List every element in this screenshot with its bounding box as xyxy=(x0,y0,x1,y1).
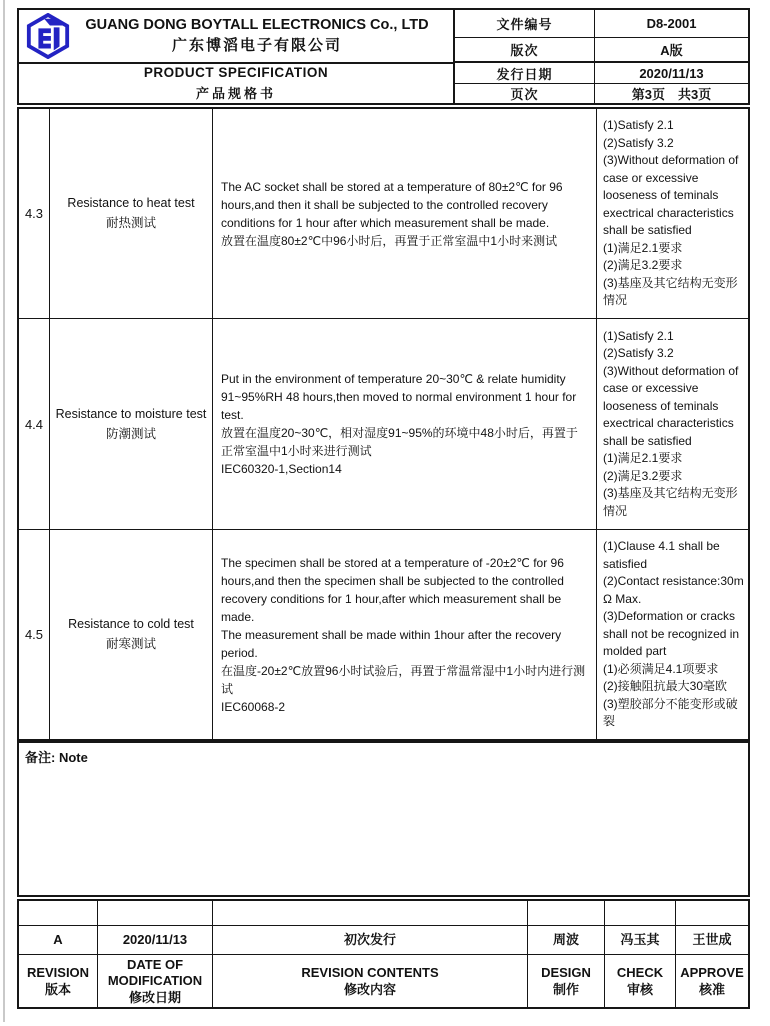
criteria-line: (2)Contact resistance:30m Ω Max. xyxy=(603,574,744,606)
test-name-en: Resistance to moisture test xyxy=(55,406,207,421)
criteria-line: (3)Deformation or cracks shall not be recognized in molded part xyxy=(603,609,740,659)
document-title-cn: 产品规格书 xyxy=(195,86,276,101)
field-label: 版次 xyxy=(455,38,595,62)
spec-table xyxy=(17,107,750,741)
description-line: The measurement shall be made within 1hour after the recovery period. xyxy=(221,627,562,660)
criteria-line: (2)满足3.2要求 xyxy=(603,258,683,273)
test-name-cn: 耐热测试 xyxy=(105,216,156,230)
description-line: IEC60320-1,Section14 xyxy=(221,462,342,476)
field-value: 2020/11/13 xyxy=(639,65,704,81)
col-header-cn: 修改内容 xyxy=(343,981,396,997)
header-field-page xyxy=(455,84,748,103)
company-names xyxy=(71,17,453,55)
revision-contents: 初次发行 xyxy=(213,926,528,955)
col-header-en: APPROVE xyxy=(680,964,744,980)
col-header-cn: 修改日期 xyxy=(128,989,181,1005)
criteria-line: (3)塑胶部分不能变形或破裂 xyxy=(603,696,738,729)
header-field-issue-date xyxy=(455,63,748,84)
col-header-en: CHECK xyxy=(616,964,664,980)
revision-empty-cell xyxy=(605,901,676,926)
revision-check: 冯玉其 xyxy=(605,926,676,955)
revision-col-header xyxy=(213,955,528,1007)
note-label: 备注: Note xyxy=(25,750,88,765)
test-name-en: Resistance to cold test xyxy=(68,617,194,631)
description-line: 放置在温度20~30℃，相对湿度91~95%的环境中48小时后，再置于正常室温中1小时来进行测试 xyxy=(221,426,578,458)
col-header-en: REVISION CONTENTS xyxy=(301,964,439,980)
revision-empty-cell xyxy=(528,901,605,926)
company-name-en: GUANG DONG BOYTALL ELECTRONICS Co., LTD xyxy=(85,17,429,33)
header-fields xyxy=(455,10,748,103)
field-label: 发行日期 xyxy=(455,63,595,83)
criteria-line: (3)Without deformation of case or excessive looseness of teminals exectrical characteristics shall be satisfied xyxy=(603,153,739,238)
col-header-en: DATE OF MODIFICATION xyxy=(107,956,203,988)
header-field-edition xyxy=(455,38,748,64)
criteria-line: (1)必须满足4.1项要求 xyxy=(603,661,719,676)
document-title-en: PRODUCT SPECIFICATION xyxy=(143,65,329,80)
field-value: D8-2001 xyxy=(646,15,697,31)
criteria-line: (1)满足2.1要求 xyxy=(603,240,683,255)
description-line: 在温度-20±2℃放置96小时试验后，再置于常温常湿中1小时内进行测试 xyxy=(221,663,586,696)
field-value: A版 xyxy=(660,42,683,58)
spec-description xyxy=(213,319,597,530)
revision-approve: 王世成 xyxy=(676,926,748,955)
criteria-line: (2)Satisfy 3.2 xyxy=(603,135,674,150)
spec-test-name xyxy=(50,109,213,319)
spec-row-number: 4.5 xyxy=(19,530,50,739)
criteria-line: (2)满足3.2要求 xyxy=(603,468,683,483)
criteria-line: (3)基座及其它结构无变形情况 xyxy=(603,486,738,518)
header-field-doc-number xyxy=(455,10,748,38)
revision-col-header xyxy=(605,955,676,1007)
spec-row-number: 4.3 xyxy=(19,109,50,319)
spec-criteria xyxy=(597,319,748,530)
criteria-line: (3)Without deformation of case or excessive looseness of teminals exectrical characteristics shall be satisfied xyxy=(603,363,739,448)
test-name-en: Resistance to heat test xyxy=(67,196,195,210)
document-title-block xyxy=(19,64,453,103)
col-header-en: DESIGN xyxy=(541,964,591,980)
revision-col-header xyxy=(19,955,98,1007)
revision-col-header xyxy=(676,955,748,1007)
revision-col-header xyxy=(98,955,213,1007)
revision-empty-cell xyxy=(213,901,528,926)
criteria-line: (1)满足2.1要求 xyxy=(603,451,683,466)
spec-row-number: 4.4 xyxy=(19,319,50,530)
criteria-line: (1)Clause 4.1 shall be satisfied xyxy=(603,539,720,571)
spec-description xyxy=(213,109,597,319)
criteria-line: (2)接触阻抗最大30毫欧 xyxy=(603,679,728,694)
spec-criteria xyxy=(597,109,748,319)
criteria-line: (3)基座及其它结构无变形情况 xyxy=(603,275,738,308)
document-header xyxy=(17,8,750,105)
test-name-cn: 防潮测试 xyxy=(105,426,156,441)
field-value: 第3页 共3页 xyxy=(631,87,712,102)
revision-empty-cell xyxy=(98,901,213,926)
revision-empty-cell xyxy=(19,901,98,926)
criteria-line: (1)Satisfy 2.1 xyxy=(603,328,674,343)
criteria-line: (2)Satisfy 3.2 xyxy=(603,346,674,361)
spec-criteria xyxy=(597,530,748,739)
revision-design: 周波 xyxy=(528,926,605,955)
criteria-line: (1)Satisfy 2.1 xyxy=(603,118,674,133)
col-header-cn: 制作 xyxy=(552,981,579,997)
field-label: 页次 xyxy=(455,84,595,103)
col-header-cn: 版本 xyxy=(44,981,71,997)
col-header-en: REVISION xyxy=(26,964,90,980)
company-row xyxy=(19,10,453,64)
description-line: The specimen shall be stored at a temperature of -20±2℃ for 96 hours,and then the specimen shall be subjected to the controlled recovery conditions for 1 hour,after which measurement shall be made. xyxy=(221,555,564,624)
description-line: IEC60068-2 xyxy=(221,699,286,714)
company-logo-icon xyxy=(25,13,71,59)
spec-test-name xyxy=(50,530,213,739)
revision-date: 2020/11/13 xyxy=(98,926,213,955)
note-box xyxy=(17,741,750,897)
revision-col-header xyxy=(528,955,605,1007)
revision-empty-cell xyxy=(676,901,748,926)
revision-table xyxy=(17,899,750,1009)
scan-edge-line xyxy=(3,0,5,1022)
col-header-cn: 核准 xyxy=(698,981,725,997)
spec-test-name xyxy=(50,319,213,530)
description-line: The AC socket shall be stored at a temperature of 80±2℃ for 96 hours,and then it shall be subjected to the controlled recovery conditions for 1 hour after which measurement shall be made. xyxy=(221,179,563,230)
field-label: 文件编号 xyxy=(455,10,595,37)
company-name-cn: 广东博滔电子有限公司 xyxy=(171,37,342,54)
header-company-block xyxy=(19,10,455,103)
description-line: Put in the environment of temperature 20~30℃ & relate humidity 91~95%RH 48 hours,then moved to normal environment 1 hour for test. xyxy=(221,372,577,422)
revision-rev: A xyxy=(19,926,98,955)
col-header-cn: 审核 xyxy=(626,981,653,997)
description-line: 放置在温度80±2℃中96小时后，再置于正常室温中1小时来测试 xyxy=(221,233,558,248)
spec-description xyxy=(213,530,597,739)
test-name-cn: 耐寒测试 xyxy=(105,637,156,651)
